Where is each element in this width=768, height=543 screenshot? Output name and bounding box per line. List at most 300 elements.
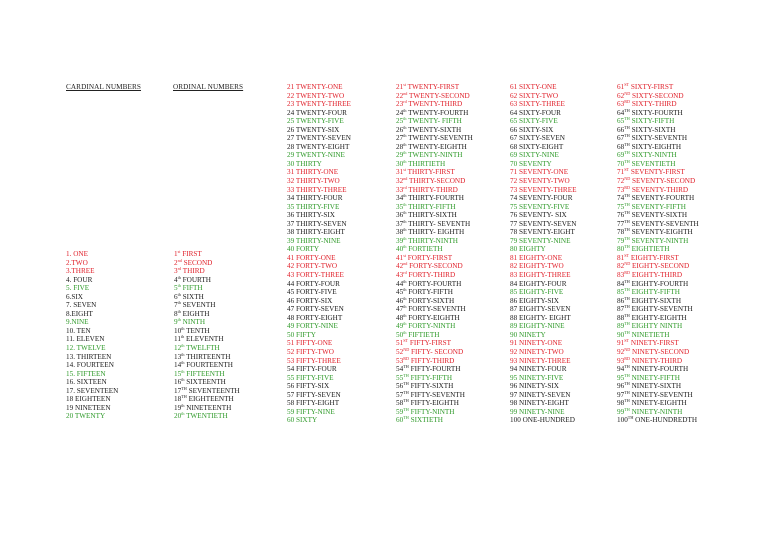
ordinal-word: SEVENTY-THIRD	[631, 185, 689, 194]
ordinal-suffix: TH	[624, 244, 630, 250]
cardinal-entry: 59 FIFTY-NINE	[287, 407, 335, 416]
ordinal-entry	[396, 288, 473, 297]
ordinal-number: 27	[396, 134, 404, 143]
ordinal-suffix: st	[403, 252, 406, 258]
ordinal-suffix: nd	[403, 176, 408, 182]
cardinal-entry: 3.THREE	[66, 267, 95, 276]
ordinal-suffix: RD	[624, 184, 631, 190]
ordinal-word: NINETY-SEVENTH	[631, 390, 693, 399]
ordinal-word: SIXTY-FOURTH	[631, 108, 683, 117]
ordinal-word: SIXTY-SECOND	[632, 91, 684, 100]
cardinal-entry: 46 FORTY-SIX	[287, 296, 333, 305]
cardinal-entry: 33 THIRTY-THREE	[287, 185, 347, 194]
ordinal-entry	[396, 211, 473, 220]
ordinal-suffix: th	[177, 283, 181, 289]
ordinal-word: SEVENTY-SEVENTH	[631, 219, 699, 228]
ordinal-number: 95	[617, 373, 625, 382]
ordinal-suffix: TH	[624, 329, 630, 335]
ordinal-suffix: th	[403, 287, 407, 293]
ordinal-word: THIRD	[182, 267, 205, 276]
ordinal-suffix: RD	[624, 99, 631, 105]
ordinal-number: 7	[174, 301, 178, 310]
ordinal-word: TWENTIETH	[186, 412, 228, 421]
ordinal-word: TWELFTH	[186, 344, 220, 353]
cardinal-entry: 78 SEVENTY-EIGHT	[510, 228, 575, 237]
cardinal-column-61-100	[510, 83, 576, 425]
ordinal-suffix: TH	[624, 201, 630, 207]
ordinal-word: FIFTEENTH	[186, 369, 225, 378]
cardinal-entry: 69 SIXTY-NINE	[510, 151, 559, 160]
ordinal-word: NINETY-NINTH	[631, 407, 683, 416]
ordinal-number: 90	[617, 330, 625, 339]
ordinal-entry	[617, 416, 699, 425]
cardinal-entry: 88 EIGHTY- EIGHT	[510, 313, 571, 322]
ordinal-entry	[396, 92, 473, 101]
ordinal-suffix: th	[403, 201, 407, 207]
cardinal-entry: 73 SEVENTY-THREE	[510, 185, 577, 194]
ordinal-entry	[396, 168, 473, 177]
cardinal-entry: 11. ELEVEN	[66, 335, 105, 344]
ordinal-suffix: TH	[403, 364, 409, 370]
cardinal-entry: 8.EIGHT	[66, 309, 93, 318]
ordinal-entry	[396, 416, 473, 425]
ordinal-number: 38	[396, 228, 404, 237]
ordinal-word: NINETIETH	[631, 330, 670, 339]
ordinal-suffix: th	[403, 193, 407, 199]
ordinal-word: EIGHTY-EIGHTH	[631, 313, 687, 322]
cardinal-entry: 51 FIFTY-ONE	[287, 339, 333, 348]
cardinal-entry: 93 NINETY-THREE	[510, 356, 571, 365]
cardinal-entry: 81 EIGHTY-ONE	[510, 253, 563, 262]
cardinal-entry: 39 THIRTY-NINE	[287, 236, 341, 245]
ordinal-suffix: th	[180, 334, 185, 340]
ordinal-suffix: TH	[624, 304, 630, 310]
ordinal-number: 66	[617, 125, 625, 134]
ordinal-word: FORTY-NINTH	[408, 322, 456, 331]
ordinal-number: 46	[396, 296, 404, 305]
ordinal-suffix: st	[177, 249, 181, 254]
ordinal-entry	[396, 83, 473, 92]
ordinal-number: 88	[617, 313, 625, 322]
ordinal-word: THIRTIETH	[408, 159, 446, 168]
ordinal-number: 19	[174, 403, 182, 412]
ordinal-number: 67	[617, 134, 625, 143]
ordinal-number: 82	[617, 262, 625, 271]
cardinal-entry: 21 TWENTY-ONE	[287, 83, 343, 91]
ordinal-word: NINETY-SIXTH	[631, 382, 682, 391]
cardinal-entry: 34 THIRTY-FOUR	[287, 194, 343, 203]
cardinal-entry: 85 EIGHTY-FIVE	[510, 288, 564, 297]
ordinal-suffix: TH	[403, 406, 409, 412]
cardinal-entry: 66 SIXTY-SIX	[510, 125, 554, 134]
cardinal-entry: 32 THIRTY-TWO	[287, 177, 340, 186]
ordinal-suffix: th	[403, 218, 407, 224]
ordinal-word: TWENTY- FIFTH	[408, 117, 462, 126]
ordinal-word: ONE-HUNDREDTH	[635, 416, 698, 425]
cardinal-entry: 24 TWENTY-FOUR	[287, 108, 347, 117]
ordinal-suffix: nd	[403, 90, 408, 96]
cardinal-entry: 35 THIRTY-FIVE	[287, 202, 340, 211]
cardinal-entry: 61 SIXTY-ONE	[510, 83, 557, 91]
ordinal-number: 28	[396, 142, 404, 151]
ordinal-word: FIFTY-FOURTH	[410, 365, 461, 374]
ordinal-number: 17	[174, 386, 182, 395]
ordinal-number: 58	[396, 399, 404, 408]
ordinal-suffix: rd	[403, 99, 407, 105]
ordinal-number: 33	[396, 185, 404, 194]
ordinal-suffix: th	[177, 317, 181, 323]
ordinal-entry	[396, 117, 473, 126]
cardinal-entry: 84 EIGHTY-FOUR	[510, 279, 567, 288]
ordinal-word: NINETY-SECOND	[632, 347, 690, 356]
ordinal-entry	[396, 228, 473, 237]
ordinal-word: ELEVENTH	[185, 335, 224, 344]
ordinal-number: 74	[617, 194, 625, 203]
ordinal-suffix: TH	[624, 116, 630, 122]
ordinal-number: 76	[617, 211, 625, 220]
ordinal-number: 2	[174, 258, 178, 267]
ordinal-word: NINETY-THIRD	[631, 356, 683, 365]
ordinal-word: EIGHTY-FOURTH	[631, 279, 689, 288]
ordinal-number: 54	[396, 365, 404, 374]
ordinal-word: SIXTY-EIGHTH	[631, 142, 682, 151]
ordinal-suffix: th	[181, 343, 185, 349]
cardinal-entry: 14. FOURTEEN	[66, 361, 114, 370]
cardinal-entry: 87 EIGHTY-SEVEN	[510, 305, 571, 314]
ordinal-number: 3	[174, 267, 178, 276]
ordinal-suffix: th	[403, 133, 407, 139]
ordinal-number: 5	[174, 284, 178, 293]
cardinal-entry: 20 TWENTY	[66, 412, 106, 421]
cardinal-entry: 68 SIXTY-EIGHT	[510, 142, 564, 151]
ordinal-suffix: TH	[403, 415, 409, 421]
cardinal-entry: 38 THIRTY-EIGHT	[287, 228, 345, 237]
cardinal-entry: 62 SIXTY-TWO	[510, 91, 559, 100]
ordinal-word: TWENTY-SEVENTH	[408, 134, 473, 143]
ordinal-suffix: TH	[624, 227, 630, 233]
cardinal-entry: 71 SEVENTY-ONE	[510, 168, 569, 177]
ordinal-numbers-header: ORDINAL NUMBERS	[173, 83, 244, 91]
ordinal-number: 47	[396, 305, 404, 314]
ordinal-number: 8	[174, 309, 178, 318]
ordinal-number: 11	[174, 335, 181, 344]
ordinal-suffix: TH	[624, 158, 630, 164]
cardinal-entry: 57 FIFTY-SEVEN	[287, 390, 341, 399]
ordinal-entry	[396, 220, 473, 229]
ordinal-entry	[396, 100, 473, 109]
ordinal-word: SEVENTY-NINTH	[631, 236, 689, 245]
cardinal-entry: 95 NINETY-FIVE	[510, 373, 564, 382]
ordinal-word: FORTY-EIGHTH	[408, 313, 460, 322]
ordinal-suffix: ST	[624, 338, 630, 344]
ordinal-suffix: TH	[624, 398, 630, 404]
cardinal-entry: 91 NINETY-ONE	[510, 339, 563, 348]
cardinal-entry: 75 SEVENTY-FIVE	[510, 202, 570, 211]
ordinal-word: FORTY-THIRD	[408, 271, 456, 280]
ordinal-number: 16	[174, 378, 182, 387]
ordinal-suffix: st	[403, 82, 406, 87]
ordinal-suffix: nd	[177, 257, 182, 263]
ordinal-word: NINTH	[182, 318, 206, 327]
ordinal-word: FIFTY-FIFTH	[410, 373, 453, 382]
cardinal-entry: 40 FORTY	[287, 245, 320, 254]
ordinal-word: FORTY-SEVENTH	[408, 305, 466, 314]
ordinal-column-1-20	[174, 250, 240, 421]
cardinal-entry: 36 THIRTY-SIX	[287, 211, 335, 220]
ordinal-entry	[396, 280, 473, 289]
ordinal-entry	[396, 297, 473, 306]
ordinal-number: 79	[617, 236, 625, 245]
ordinal-number: 35	[396, 202, 404, 211]
ordinal-number: 13	[174, 352, 182, 361]
ordinal-number: 65	[617, 117, 625, 126]
ordinal-word: TWENTY-SECOND	[409, 91, 470, 100]
cardinal-entry: 99 NINETY-NINE	[510, 407, 565, 416]
ordinal-number: 10	[174, 326, 182, 335]
ordinal-number: 61	[617, 83, 625, 91]
ordinal-suffix: RD	[403, 355, 410, 361]
ordinal-word: SEVENTY-SIXTH	[631, 211, 688, 220]
ordinal-number: 73	[617, 185, 625, 194]
cardinal-entry: 90 NINETY	[510, 330, 546, 339]
cardinal-entry: 83 EIGHTY-THREE	[510, 271, 571, 280]
cardinal-entry: 60 SIXTY	[287, 416, 318, 425]
ordinal-suffix: TH	[624, 321, 630, 327]
cardinal-column-1-20	[66, 250, 118, 421]
ordinal-word: SIXTY-THIRD	[631, 100, 677, 109]
ordinal-word: SIXTEENTH	[186, 378, 226, 387]
cardinal-entry: 72 SEVENTY-TWO	[510, 177, 570, 186]
ordinal-word: SIXTY-SIXTH	[631, 125, 676, 134]
ordinal-suffix: th	[181, 402, 185, 408]
cardinal-entry: 77 SEVENTY-SEVEN	[510, 219, 577, 228]
cardinal-numbers-header: CARDINAL NUMBERS	[66, 83, 142, 91]
ordinal-word: FOURTH	[182, 275, 211, 284]
ordinal-suffix: TH	[624, 406, 630, 412]
cardinal-entry: 100 ONE-HUNDRED	[510, 416, 575, 425]
ordinal-suffix: ND	[624, 261, 631, 267]
ordinal-word: EIGHTEENTH	[188, 395, 234, 404]
ordinal-word: FORTY-FIFTH	[408, 288, 453, 297]
ordinal-number: 14	[174, 361, 182, 370]
ordinal-number: 42	[396, 262, 404, 271]
ordinal-number: 63	[617, 100, 625, 109]
ordinal-suffix: RD	[624, 270, 631, 276]
ordinal-word: EIGHTIETH	[631, 245, 670, 254]
ordinal-entry	[396, 262, 473, 271]
ordinal-word: THIRTY-FIFTH	[408, 202, 456, 211]
ordinal-suffix: ND	[403, 346, 410, 352]
ordinal-suffix: th	[181, 411, 185, 417]
ordinal-number: 48	[396, 313, 404, 322]
cardinal-entry: 12. TWELVE	[66, 344, 106, 353]
ordinal-word: FOURTEENTH	[186, 361, 233, 370]
ordinal-suffix: ST	[624, 167, 630, 173]
ordinal-number: 30	[396, 159, 404, 168]
ordinal-number: 26	[396, 125, 404, 134]
ordinal-word: THIRTY-FIRST	[407, 168, 455, 177]
cardinal-entry: 2.TWO	[66, 258, 88, 267]
ordinal-word: THIRTY-NINTH	[408, 236, 458, 245]
ordinal-entry	[174, 293, 240, 302]
cardinal-entry: 48 FORTY-EIGHT	[287, 313, 343, 322]
cardinal-entry: 74 SEVENTY-FOUR	[510, 194, 573, 203]
cardinal-entry: 17. SEVENTEEN	[66, 386, 119, 395]
cardinal-entry: 19 NINETEEN	[66, 403, 111, 412]
cardinal-entry: 53 FIFTY-THREE	[287, 356, 341, 365]
ordinal-word: THIRTY-FOURTH	[408, 194, 464, 203]
ordinal-word: TWENTY-NINTH	[408, 151, 463, 160]
ordinal-word: FIFTY-FIRST	[409, 339, 452, 348]
ordinal-number: 71	[617, 168, 625, 177]
cardinal-entry: 6.SIX	[66, 292, 83, 301]
ordinal-suffix: th	[181, 325, 185, 331]
ordinal-word: TWENTY-THIRD	[408, 100, 463, 109]
cardinal-entry: 5. FIVE	[66, 284, 90, 293]
ordinal-number: 83	[617, 271, 625, 280]
cardinal-entry: 70 SEVENTY	[510, 159, 552, 168]
ordinal-suffix: th	[403, 124, 407, 130]
ordinal-suffix: th	[181, 377, 185, 383]
ordinal-entry	[396, 194, 473, 203]
ordinal-entry	[617, 245, 699, 254]
ordinal-suffix: th	[403, 210, 407, 216]
ordinal-number: 51	[396, 339, 404, 348]
ordinal-word: SIXTH	[182, 292, 204, 301]
ordinal-number: 40	[396, 245, 404, 254]
ordinal-suffix: TH	[403, 372, 409, 378]
ordinal-word: SIXTY-NINTH	[631, 151, 677, 160]
cardinal-entry: 16. SIXTEEN	[66, 378, 107, 387]
ordinal-number: 55	[396, 373, 404, 382]
ordinal-suffix: th	[403, 278, 407, 284]
ordinal-number: 32	[396, 177, 404, 186]
cardinal-entry: 82 EIGHTY-TWO	[510, 262, 564, 271]
cardinal-entry: 55 FIFTY-FIVE	[287, 373, 334, 382]
ordinal-word: TWENTY-FOURTH	[408, 108, 469, 117]
ordinal-entry	[174, 301, 240, 310]
cardinal-entry: 76 SEVENTY- SIX	[510, 211, 567, 220]
ordinal-number: 15	[174, 369, 182, 378]
ordinal-word: SEVENTIETH	[631, 159, 676, 168]
ordinal-suffix: TH	[624, 210, 630, 216]
ordinal-suffix: ND	[624, 176, 631, 182]
ordinal-number: 92	[617, 347, 625, 356]
cardinal-entry: 52 FIFTY-TWO	[287, 347, 334, 356]
ordinal-suffix: TH	[624, 193, 630, 199]
cardinal-entry: 10. TEN	[66, 326, 91, 335]
ordinal-word: THIRTY- EIGHTH	[408, 228, 465, 237]
cardinal-entry: 64 SIXTY-FOUR	[510, 108, 561, 117]
ordinal-entry	[396, 322, 473, 331]
ordinal-suffix: th	[403, 158, 407, 164]
ordinal-word: THIRTY- SEVENTH	[408, 219, 471, 228]
cardinal-entry: 49 FORTY-NINE	[287, 322, 338, 331]
ordinal-suffix: TH	[624, 372, 630, 378]
ordinal-entry	[396, 271, 473, 280]
ordinal-number: 60	[396, 416, 404, 425]
ordinal-suffix: rd	[403, 270, 407, 276]
ordinal-suffix: ST	[403, 338, 409, 344]
ordinal-word: EIGHTY-THIRD	[631, 271, 683, 280]
ordinal-word: NINETY-FIRST	[630, 339, 679, 348]
ordinal-word: FORTY-SIXTH	[408, 296, 455, 305]
ordinal-word: SEVENTY-EIGHTH	[631, 228, 693, 237]
cardinal-entry: 96 NINETY-SIX	[510, 382, 559, 391]
ordinal-suffix: th	[177, 291, 181, 297]
cardinal-entry: 9.NINE	[66, 318, 89, 327]
cardinal-entry: 41 FORTY-ONE	[287, 253, 336, 262]
ordinal-entry	[174, 250, 240, 259]
cardinal-entry: 23 TWENTY-THREE	[287, 100, 351, 109]
cardinal-entry: 79 SEVENTY-NINE	[510, 236, 571, 245]
ordinal-word: NINETEENTH	[186, 403, 232, 412]
ordinal-number: 34	[396, 194, 404, 203]
cardinal-entry: 44 FORTY-FOUR	[287, 279, 340, 288]
ordinal-number: 23	[396, 100, 404, 109]
ordinal-word: NINETY-EIGHTH	[631, 399, 687, 408]
ordinal-number: 87	[617, 305, 625, 314]
ordinal-suffix: ST	[624, 252, 630, 258]
cardinal-entry: 63 SIXTY-THREE	[510, 100, 565, 109]
ordinal-suffix: th	[403, 295, 407, 301]
cardinal-entry: 92 NINETY-TWO	[510, 347, 564, 356]
ordinal-word: FIFTY-THIRD	[410, 356, 455, 365]
ordinal-word: FIFTY-NINTH	[410, 407, 455, 416]
cardinal-entry: 54 FIFTY-FOUR	[287, 365, 337, 374]
ordinal-number: 75	[617, 202, 625, 211]
cardinal-entry: 97 NINETY-SEVEN	[510, 390, 571, 399]
ordinal-entry	[396, 126, 473, 135]
ordinal-number: 9	[174, 318, 178, 327]
ordinal-number: 1	[174, 250, 178, 258]
cardinal-entry: 89 EIGHTY-NINE	[510, 322, 565, 331]
ordinal-word: SECOND	[183, 258, 213, 267]
ordinal-word: TWENTY-FIRST	[407, 83, 460, 91]
ordinal-number: 31	[396, 168, 404, 177]
ordinal-column-21-60	[396, 83, 473, 425]
ordinal-word: SIXTY-FIFTH	[631, 117, 675, 126]
ordinal-suffix: ST	[624, 82, 630, 87]
ordinal-number: 4	[174, 275, 178, 284]
cardinal-entry: 26 TWENTY-SIX	[287, 125, 340, 134]
ordinal-number: 86	[617, 296, 625, 305]
cardinal-entry: 43 FORTY-THREE	[287, 271, 344, 280]
ordinal-number: 53	[396, 356, 404, 365]
ordinal-number: 44	[396, 279, 404, 288]
ordinal-number: 25	[396, 117, 404, 126]
ordinal-entry	[396, 203, 473, 212]
ordinal-entry	[396, 109, 473, 118]
ordinal-word: EIGHTY-FIFTH	[631, 288, 680, 297]
ordinal-suffix: rd	[177, 266, 182, 272]
ordinal-number: 84	[617, 279, 625, 288]
ordinal-suffix: TH	[624, 235, 630, 241]
ordinal-suffix: TH	[624, 141, 630, 147]
ordinal-number: 62	[617, 91, 625, 100]
ordinal-suffix: TH	[624, 287, 630, 293]
ordinal-number: 41	[396, 253, 404, 262]
cardinal-entry: 58 FIFTY-EIGHT	[287, 399, 340, 408]
cardinal-entry: 22 TWENTY-TWO	[287, 91, 345, 100]
ordinal-number: 93	[617, 356, 625, 365]
ordinal-word: THIRTEENTH	[186, 352, 231, 361]
ordinal-number: 81	[617, 253, 625, 262]
ordinal-number: 57	[396, 390, 404, 399]
ordinal-word: EIGHTY-SEVENTH	[631, 305, 693, 314]
ordinal-entry	[174, 276, 240, 285]
ordinal-number: 29	[396, 151, 404, 160]
